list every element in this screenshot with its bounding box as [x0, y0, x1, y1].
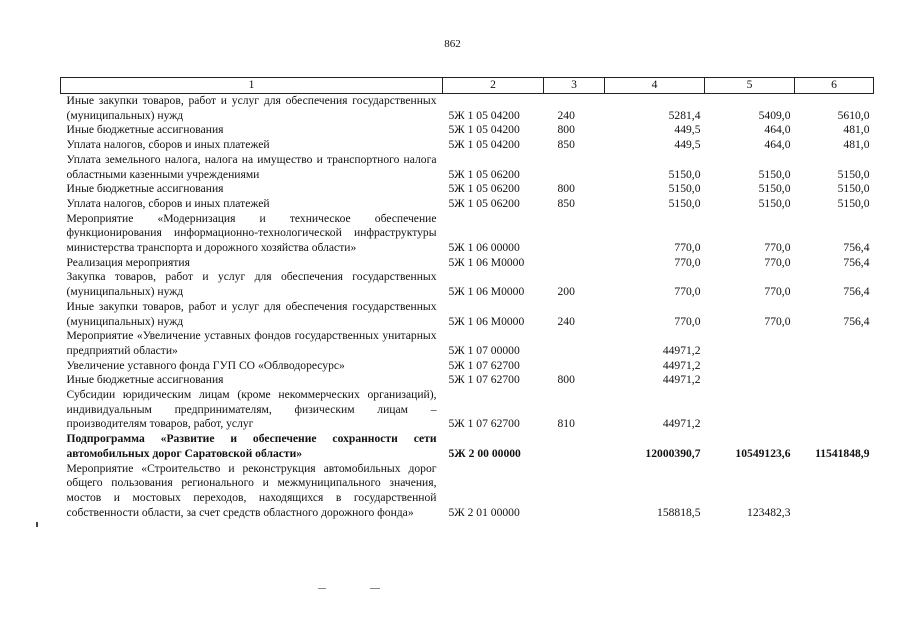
row-value-year3: 756,4	[843, 314, 870, 328]
row-name: Закупка товаров, работ и услуг для обеспечения государственных (муниципальных) нужд	[66, 270, 437, 299]
row-name: Субсидии юридическим лицам (кроме некоммерческих организаций), индивидуальным предпринимателям, физическим лицам – производителям товаров, работ, услуг	[66, 388, 437, 431]
row-code: 5Ж 1 07 00000	[448, 343, 520, 357]
table-row	[61, 300, 874, 329]
row-value-year2: 123482,3	[747, 505, 791, 519]
row-value-year2: 5150,0	[758, 167, 791, 181]
row-value-year1: 44971,2	[662, 373, 701, 387]
scan-mark	[318, 588, 326, 589]
row-value-year2: 770,0	[764, 241, 791, 255]
row-value-year3: 5150,0	[837, 182, 870, 196]
row-expense-type: 810	[557, 417, 575, 431]
row-code: 5Ж 1 07 62700	[448, 417, 520, 431]
table-row	[61, 212, 874, 256]
row-value-year3: 5610,0	[837, 108, 870, 122]
row-expense-type	[544, 153, 605, 182]
table-row	[61, 373, 874, 388]
row-value-year3: 5150,0	[837, 167, 870, 181]
column-header: 2	[443, 78, 544, 94]
row-name: Реализация мероприятия	[66, 255, 190, 269]
row-code: 5Ж 1 05 04200	[448, 123, 520, 137]
row-value-year3: 756,4	[843, 285, 870, 299]
row-expense-type	[544, 359, 605, 374]
row-value-year2: 464,0	[764, 138, 791, 152]
row-code: 5Ж 1 06 М0000	[448, 285, 525, 299]
table-row	[61, 138, 874, 153]
row-value-year1: 449,5	[674, 138, 701, 152]
row-value-year3	[795, 462, 874, 521]
row-name: Иные бюджетные ассигнования	[66, 123, 224, 137]
column-header: 4	[605, 78, 705, 94]
column-header: 1	[61, 78, 443, 94]
row-code: 5Ж 1 05 06200	[448, 196, 520, 210]
row-value-year2: 770,0	[764, 285, 791, 299]
row-expense-type	[544, 212, 605, 256]
column-header: 3	[544, 78, 605, 94]
row-expense-type: 850	[557, 138, 575, 152]
row-name: Мероприятие «Увеличение уставных фондов государственных унитарных предприятий области»	[66, 329, 437, 357]
row-code: 5Ж 1 05 04200	[448, 108, 520, 122]
table-body	[61, 94, 874, 521]
row-value-year2: 770,0	[764, 255, 791, 269]
table-row	[61, 359, 874, 374]
table-row	[61, 432, 874, 461]
scan-mark	[370, 588, 380, 589]
row-value-year3	[795, 359, 874, 374]
row-expense-type: 800	[557, 123, 575, 137]
row-value-year3: 5150,0	[837, 196, 870, 210]
table-row	[61, 197, 874, 212]
row-value-year3: 756,4	[843, 255, 870, 269]
row-value-year1: 5150,0	[668, 167, 701, 181]
row-code: 5Ж 2 01 00000	[448, 505, 520, 519]
row-name: Мероприятие «Строительство и реконструкция автомобильных дорог общего пользования регионального и межмуниципального значения, мостов и мостовых переходов, находящихся в государственной собственности области, за счет средств областного дорожного фонда»	[66, 461, 437, 519]
row-value-year3: 756,4	[843, 241, 870, 255]
row-value-year2: 464,0	[764, 123, 791, 137]
row-name: Иные бюджетные ассигнования	[66, 373, 224, 387]
row-value-year1: 5150,0	[668, 196, 701, 210]
row-value-year1: 44971,2	[662, 343, 701, 357]
row-value-year1: 770,0	[674, 241, 701, 255]
row-name: Иные закупки товаров, работ и услуг для обеспечения государственных (муниципальных) нужд	[66, 299, 437, 328]
row-value-year2	[705, 373, 795, 388]
row-expense-type	[544, 256, 605, 271]
row-expense-type	[544, 462, 605, 521]
row-value-year2	[705, 329, 795, 358]
row-value-year3	[795, 388, 874, 432]
row-expense-type: 240	[557, 314, 575, 328]
row-value-year3	[795, 329, 874, 358]
column-header: 6	[795, 78, 874, 94]
header-row	[61, 78, 874, 94]
row-value-year2	[705, 359, 795, 374]
row-value-year3: 481,0	[843, 138, 870, 152]
row-value-year1: 770,0	[674, 285, 701, 299]
row-code: 5Ж 1 07 62700	[448, 358, 520, 372]
row-name: Мероприятие «Модернизация и техническое обеспечение функционирования информационно-технологической инфраструктуры министерства транспорта и дорожного хозяйства области»	[66, 211, 437, 255]
row-value-year1: 449,5	[674, 123, 701, 137]
row-name: Уплата налогов, сборов и иных платежей	[66, 196, 270, 210]
row-value-year2: 5150,0	[758, 182, 791, 196]
row-code: 5Ж 1 06 М0000	[448, 255, 525, 269]
row-value-year3: 481,0	[843, 123, 870, 137]
table-row	[61, 329, 874, 358]
row-value-year2: 770,0	[764, 314, 791, 328]
row-code: 5Ж 2 00 00000	[448, 446, 521, 460]
row-code: 5Ж 1 05 06200	[448, 182, 520, 196]
row-value-year1: 770,0	[674, 255, 701, 269]
row-expense-type: 850	[557, 196, 575, 210]
table-row	[61, 123, 874, 138]
page-number: 862	[444, 38, 461, 50]
table-row	[61, 270, 874, 299]
row-value-year1: 44971,2	[662, 358, 701, 372]
row-code: 5Ж 1 05 06200	[448, 167, 520, 181]
row-name: Иные закупки товаров, работ и услуг для обеспечения государственных (муниципальных) нужд	[66, 94, 437, 122]
row-expense-type: 200	[557, 285, 575, 299]
row-expense-type: 240	[557, 108, 575, 122]
row-value-year1: 12000390,7	[645, 446, 701, 460]
row-value-year1: 158818,5	[657, 505, 701, 519]
row-expense-type: 800	[557, 373, 575, 387]
row-value-year3	[795, 373, 874, 388]
scan-mark	[36, 522, 38, 527]
row-value-year2	[705, 388, 795, 432]
row-code: 5Ж 1 05 04200	[448, 138, 520, 152]
table-row	[61, 153, 874, 182]
budget-table	[60, 77, 874, 520]
row-value-year2: 5150,0	[758, 196, 791, 210]
row-value-year1: 44971,2	[662, 417, 701, 431]
row-value-year2: 5409,0	[758, 108, 791, 122]
row-code: 5Ж 1 06 00000	[448, 241, 520, 255]
row-name: Уплата земельного налога, налога на имущество и транспортного налога областными казенными учреждениями	[66, 152, 437, 181]
table-row	[61, 388, 874, 432]
row-name: Иные бюджетные ассигнования	[66, 182, 224, 196]
row-name: Уплата налогов, сборов и иных платежей	[66, 138, 270, 152]
row-code: 5Ж 1 07 62700	[448, 373, 520, 387]
row-expense-type	[544, 432, 605, 461]
row-value-year1: 5281,4	[668, 108, 701, 122]
column-header: 5	[705, 78, 795, 94]
row-name: Увеличение уставного фонда ГУП СО «Облводоресурс»	[66, 358, 345, 372]
table-row	[61, 462, 874, 521]
row-value-year1: 770,0	[674, 314, 701, 328]
row-value-year1: 5150,0	[668, 182, 701, 196]
table-row	[61, 182, 874, 197]
row-expense-type: 800	[557, 182, 575, 196]
row-code: 5Ж 1 06 М0000	[448, 314, 525, 328]
row-value-year2: 10549123,6	[735, 446, 791, 460]
row-value-year3: 11541848,9	[815, 446, 870, 460]
table-header	[61, 78, 874, 94]
table-row	[61, 94, 874, 124]
row-expense-type	[544, 329, 605, 358]
row-name: Подпрограмма «Развитие и обеспечение сохранности сети автомобильных дорог Саратовской области»	[66, 432, 437, 460]
table-row	[61, 256, 874, 271]
